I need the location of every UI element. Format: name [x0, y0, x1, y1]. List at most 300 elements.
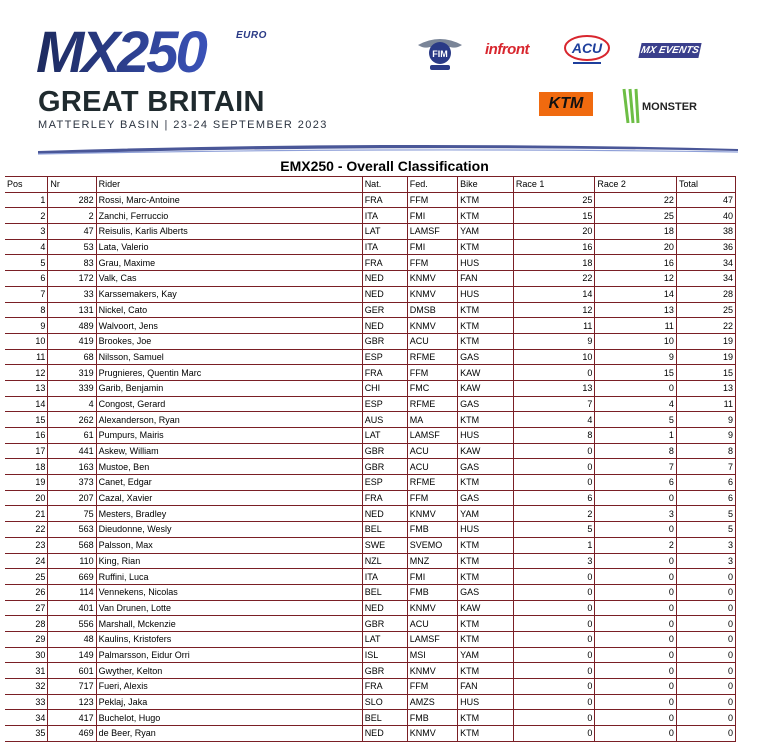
cell-race2: 0	[595, 490, 677, 506]
cell-bike: KTM	[458, 302, 514, 318]
acu-logo-text: ACU	[571, 40, 603, 56]
table-row	[5, 600, 736, 616]
table-row	[5, 302, 736, 318]
cell-total: 0	[676, 600, 735, 616]
cell-race2: 0	[595, 616, 677, 632]
cell-race2: 10	[595, 333, 677, 349]
cell-fed: KNMV	[407, 318, 457, 334]
cell-race1: 0	[513, 726, 595, 742]
cell-nat: NED	[362, 318, 407, 334]
cell-nr: 441	[48, 443, 96, 459]
table-row	[5, 490, 736, 506]
cell-nat: NED	[362, 506, 407, 522]
cell-race1: 0	[513, 616, 595, 632]
cell-bike: KTM	[458, 537, 514, 553]
cell-rider: Prugnieres, Quentin Marc	[96, 365, 362, 381]
cell-total: 0	[676, 679, 735, 695]
cell-total: 25	[676, 302, 735, 318]
cell-bike: KTM	[458, 631, 514, 647]
header-swoosh	[38, 142, 738, 156]
cell-race2: 0	[595, 380, 677, 396]
cell-rider: Rossi, Marc-Antoine	[96, 192, 362, 208]
table-row	[5, 584, 736, 600]
cell-pos: 1	[5, 192, 48, 208]
cell-fed: FMB	[407, 522, 457, 538]
cell-nr: 53	[48, 239, 96, 255]
table-row	[5, 443, 736, 459]
table-row	[5, 663, 736, 679]
cell-nr: 83	[48, 255, 96, 271]
cell-race2: 20	[595, 239, 677, 255]
cell-pos: 15	[5, 412, 48, 428]
cell-bike: YAM	[458, 647, 514, 663]
table-row	[5, 475, 736, 491]
cell-nr: 163	[48, 459, 96, 475]
mx250-logo-text: MX250	[36, 26, 205, 78]
col-header-nr: Nr	[48, 177, 96, 193]
cell-race2: 6	[595, 475, 677, 491]
cell-pos: 30	[5, 647, 48, 663]
cell-fed: RFME	[407, 349, 457, 365]
cell-fed: LAMSF	[407, 631, 457, 647]
cell-race1: 0	[513, 443, 595, 459]
cell-fed: FMC	[407, 380, 457, 396]
cell-bike: GAS	[458, 349, 514, 365]
cell-race1: 0	[513, 663, 595, 679]
table-row	[5, 412, 736, 428]
cell-total: 9	[676, 428, 735, 444]
cell-pos: 2	[5, 208, 48, 224]
table-row	[5, 208, 736, 224]
cell-pos: 26	[5, 584, 48, 600]
table-row	[5, 616, 736, 632]
cell-race1: 8	[513, 428, 595, 444]
cell-race1: 0	[513, 475, 595, 491]
cell-bike: FAN	[458, 271, 514, 287]
cell-rider: de Beer, Ryan	[96, 726, 362, 742]
table-row	[5, 333, 736, 349]
cell-rider: Pumpurs, Mairis	[96, 428, 362, 444]
event-subtitle: MATTERLEY BASIN | 23-24 SEPTEMBER 2023	[38, 119, 328, 131]
table-row	[5, 459, 736, 475]
cell-nr: 401	[48, 600, 96, 616]
monster-energy-logo	[620, 85, 704, 127]
cell-rider: Valk, Cas	[96, 271, 362, 287]
cell-nr: 282	[48, 192, 96, 208]
cell-race1: 25	[513, 192, 595, 208]
cell-fed: FFM	[407, 192, 457, 208]
cell-total: 22	[676, 318, 735, 334]
event-title: GREAT BRITAIN	[38, 86, 265, 118]
cell-nr: 262	[48, 412, 96, 428]
cell-total: 0	[676, 663, 735, 679]
cell-race2: 7	[595, 459, 677, 475]
cell-total: 40	[676, 208, 735, 224]
fim-logo	[416, 37, 464, 73]
cell-bike: HUS	[458, 522, 514, 538]
cell-rider: Kaulins, Kristofers	[96, 631, 362, 647]
cell-bike: GAS	[458, 584, 514, 600]
cell-rider: Askew, William	[96, 443, 362, 459]
cell-pos: 18	[5, 459, 48, 475]
cell-rider: Van Drunen, Lotte	[96, 600, 362, 616]
cell-race2: 22	[595, 192, 677, 208]
cell-fed: MNZ	[407, 553, 457, 569]
cell-fed: LAMSF	[407, 428, 457, 444]
cell-rider: Reisulis, Karlis Alberts	[96, 224, 362, 240]
cell-rider: Peklaj, Jaka	[96, 694, 362, 710]
cell-rider: Palmarsson, Eidur Orri	[96, 647, 362, 663]
cell-bike: KTM	[458, 318, 514, 334]
cell-fed: LAMSF	[407, 224, 457, 240]
cell-rider: Alexanderson, Ryan	[96, 412, 362, 428]
cell-rider: Garib, Benjamin	[96, 380, 362, 396]
cell-nr: 669	[48, 569, 96, 585]
cell-pos: 9	[5, 318, 48, 334]
cell-rider: Nilsson, Samuel	[96, 349, 362, 365]
cell-total: 0	[676, 569, 735, 585]
cell-nat: LAT	[362, 224, 407, 240]
cell-race1: 22	[513, 271, 595, 287]
cell-nr: 2	[48, 208, 96, 224]
cell-bike: KAW	[458, 600, 514, 616]
cell-fed: FMB	[407, 584, 457, 600]
cell-rider: Walvoort, Jens	[96, 318, 362, 334]
cell-race1: 11	[513, 318, 595, 334]
cell-total: 34	[676, 271, 735, 287]
table-row	[5, 726, 736, 742]
cell-rider: Lata, Valerio	[96, 239, 362, 255]
cell-race1: 18	[513, 255, 595, 271]
cell-race1: 2	[513, 506, 595, 522]
cell-rider: Canet, Edgar	[96, 475, 362, 491]
cell-race1: 14	[513, 286, 595, 302]
cell-rider: King, Rian	[96, 553, 362, 569]
logo-euro-tag: EURO	[236, 30, 267, 41]
cell-pos: 17	[5, 443, 48, 459]
cell-fed: MA	[407, 412, 457, 428]
cell-pos: 32	[5, 679, 48, 695]
cell-nr: 4	[48, 396, 96, 412]
cell-race2: 5	[595, 412, 677, 428]
cell-race2: 2	[595, 537, 677, 553]
table-row	[5, 506, 736, 522]
cell-race1: 15	[513, 208, 595, 224]
cell-race2: 0	[595, 663, 677, 679]
cell-bike: HUS	[458, 286, 514, 302]
cell-pos: 23	[5, 537, 48, 553]
cell-total: 6	[676, 490, 735, 506]
cell-pos: 12	[5, 365, 48, 381]
cell-race2: 0	[595, 600, 677, 616]
cell-pos: 10	[5, 333, 48, 349]
cell-pos: 19	[5, 475, 48, 491]
cell-bike: KTM	[458, 208, 514, 224]
cell-total: 7	[676, 459, 735, 475]
cell-nr: 114	[48, 584, 96, 600]
cell-total: 28	[676, 286, 735, 302]
cell-fed: FMI	[407, 239, 457, 255]
cell-rider: Vennekens, Nicolas	[96, 584, 362, 600]
cell-rider: Brookes, Joe	[96, 333, 362, 349]
classification-table	[5, 176, 736, 742]
cell-fed: FFM	[407, 679, 457, 695]
cell-nr: 319	[48, 365, 96, 381]
cell-nr: 601	[48, 663, 96, 679]
table-row	[5, 396, 736, 412]
cell-race2: 0	[595, 710, 677, 726]
cell-bike: KTM	[458, 475, 514, 491]
cell-bike: KAW	[458, 380, 514, 396]
cell-bike: FAN	[458, 679, 514, 695]
cell-nat: AUS	[362, 412, 407, 428]
cell-race2: 1	[595, 428, 677, 444]
infront-logo: infront	[485, 41, 529, 58]
cell-race2: 9	[595, 349, 677, 365]
cell-fed: ACU	[407, 459, 457, 475]
cell-nat: GBR	[362, 333, 407, 349]
cell-fed: AMZS	[407, 694, 457, 710]
col-header-bike: Bike	[458, 177, 514, 193]
cell-pos: 13	[5, 380, 48, 396]
table-row	[5, 286, 736, 302]
cell-total: 5	[676, 506, 735, 522]
cell-nat: ITA	[362, 208, 407, 224]
cell-nr: 417	[48, 710, 96, 726]
cell-fed: MSI	[407, 647, 457, 663]
cell-fed: SVEMO	[407, 537, 457, 553]
col-header-race1: Race 1	[513, 177, 595, 193]
table-row	[5, 271, 736, 287]
cell-bike: KTM	[458, 412, 514, 428]
cell-rider: Dieudonne, Wesly	[96, 522, 362, 538]
cell-fed: KNMV	[407, 286, 457, 302]
cell-pos: 24	[5, 553, 48, 569]
cell-total: 34	[676, 255, 735, 271]
cell-pos: 7	[5, 286, 48, 302]
cell-fed: ACU	[407, 333, 457, 349]
table-row	[5, 239, 736, 255]
cell-pos: 28	[5, 616, 48, 632]
cell-total: 0	[676, 631, 735, 647]
cell-total: 38	[676, 224, 735, 240]
cell-race1: 0	[513, 631, 595, 647]
fim-logo-text: FIM	[432, 49, 448, 59]
cell-fed: DMSB	[407, 302, 457, 318]
table-row	[5, 255, 736, 271]
cell-pos: 21	[5, 506, 48, 522]
cell-fed: FMI	[407, 569, 457, 585]
cell-nat: NED	[362, 286, 407, 302]
cell-nat: ESP	[362, 349, 407, 365]
cell-nr: 556	[48, 616, 96, 632]
cell-bike: KTM	[458, 569, 514, 585]
cell-race1: 0	[513, 647, 595, 663]
cell-race2: 12	[595, 271, 677, 287]
col-header-fed: Fed.	[407, 177, 457, 193]
cell-rider: Ruffini, Luca	[96, 569, 362, 585]
cell-bike: KTM	[458, 663, 514, 679]
cell-fed: FFM	[407, 490, 457, 506]
table-row	[5, 631, 736, 647]
cell-race1: 0	[513, 569, 595, 585]
cell-nat: LAT	[362, 631, 407, 647]
cell-nat: SLO	[362, 694, 407, 710]
cell-total: 8	[676, 443, 735, 459]
cell-pos: 8	[5, 302, 48, 318]
cell-race2: 0	[595, 726, 677, 742]
cell-fed: KNMV	[407, 726, 457, 742]
cell-total: 15	[676, 365, 735, 381]
cell-rider: Congost, Gerard	[96, 396, 362, 412]
cell-bike: KTM	[458, 333, 514, 349]
cell-rider: Zanchi, Ferruccio	[96, 208, 362, 224]
cell-nat: ITA	[362, 569, 407, 585]
cell-fed: FMI	[407, 208, 457, 224]
classification-rows	[5, 192, 736, 741]
cell-total: 0	[676, 584, 735, 600]
cell-bike: KAW	[458, 443, 514, 459]
cell-race1: 0	[513, 365, 595, 381]
cell-total: 47	[676, 192, 735, 208]
cell-race2: 0	[595, 569, 677, 585]
table-row	[5, 318, 736, 334]
cell-pos: 6	[5, 271, 48, 287]
acu-logo	[563, 34, 611, 68]
cell-race2: 0	[595, 694, 677, 710]
cell-pos: 33	[5, 694, 48, 710]
table-row	[5, 365, 736, 381]
cell-nr: 339	[48, 380, 96, 396]
cell-bike: HUS	[458, 694, 514, 710]
cell-race1: 0	[513, 584, 595, 600]
cell-total: 0	[676, 647, 735, 663]
cell-fed: FMB	[407, 710, 457, 726]
cell-nr: 33	[48, 286, 96, 302]
cell-race1: 0	[513, 694, 595, 710]
cell-race2: 0	[595, 647, 677, 663]
cell-nat: FRA	[362, 192, 407, 208]
table-row	[5, 522, 736, 538]
cell-bike: KAW	[458, 365, 514, 381]
cell-race2: 16	[595, 255, 677, 271]
cell-pos: 29	[5, 631, 48, 647]
table-row	[5, 192, 736, 208]
cell-nat: NED	[362, 726, 407, 742]
cell-race2: 18	[595, 224, 677, 240]
cell-nr: 489	[48, 318, 96, 334]
cell-rider: Gwyther, Kelton	[96, 663, 362, 679]
cell-fed: FFM	[407, 255, 457, 271]
cell-bike: HUS	[458, 255, 514, 271]
cell-fed: FFM	[407, 365, 457, 381]
cell-nr: 419	[48, 333, 96, 349]
cell-nr: 131	[48, 302, 96, 318]
cell-nat: FRA	[362, 679, 407, 695]
cell-nr: 110	[48, 553, 96, 569]
cell-bike: KTM	[458, 192, 514, 208]
monster-logo-text: MONSTER	[642, 101, 697, 113]
cell-pos: 11	[5, 349, 48, 365]
cell-race1: 6	[513, 490, 595, 506]
table-row	[5, 679, 736, 695]
event-header	[0, 0, 769, 158]
cell-nat: BEL	[362, 584, 407, 600]
cell-nat: BEL	[362, 710, 407, 726]
cell-nr: 563	[48, 522, 96, 538]
cell-race1: 4	[513, 412, 595, 428]
cell-rider: Buchelot, Hugo	[96, 710, 362, 726]
table-row	[5, 349, 736, 365]
cell-race2: 25	[595, 208, 677, 224]
table-row	[5, 710, 736, 726]
cell-rider: Marshall, Mckenzie	[96, 616, 362, 632]
cell-fed: KNMV	[407, 271, 457, 287]
cell-nat: SWE	[362, 537, 407, 553]
cell-nat: FRA	[362, 255, 407, 271]
cell-total: 9	[676, 412, 735, 428]
cell-total: 13	[676, 380, 735, 396]
cell-bike: KTM	[458, 726, 514, 742]
cell-bike: HUS	[458, 428, 514, 444]
cell-nat: GBR	[362, 616, 407, 632]
cell-race2: 15	[595, 365, 677, 381]
cell-total: 3	[676, 553, 735, 569]
cell-fed: RFME	[407, 396, 457, 412]
cell-bike: GAS	[458, 396, 514, 412]
cell-race1: 12	[513, 302, 595, 318]
cell-total: 3	[676, 537, 735, 553]
cell-nat: GBR	[362, 459, 407, 475]
cell-rider: Mesters, Bradley	[96, 506, 362, 522]
cell-nr: 68	[48, 349, 96, 365]
cell-nat: GER	[362, 302, 407, 318]
cell-bike: KTM	[458, 239, 514, 255]
col-header-rider: Rider	[96, 177, 362, 193]
table-row	[5, 428, 736, 444]
cell-race1: 16	[513, 239, 595, 255]
cell-pos: 35	[5, 726, 48, 742]
cell-total: 0	[676, 616, 735, 632]
cell-nat: ESP	[362, 396, 407, 412]
cell-total: 0	[676, 726, 735, 742]
cell-nat: LAT	[362, 428, 407, 444]
cell-rider: Fueri, Alexis	[96, 679, 362, 695]
cell-bike: KTM	[458, 553, 514, 569]
table-row	[5, 380, 736, 396]
cell-nat: FRA	[362, 490, 407, 506]
cell-pos: 16	[5, 428, 48, 444]
cell-race2: 0	[595, 631, 677, 647]
cell-race2: 0	[595, 553, 677, 569]
cell-nr: 48	[48, 631, 96, 647]
table-header-row	[5, 177, 736, 193]
cell-race1: 5	[513, 522, 595, 538]
cell-bike: KTM	[458, 710, 514, 726]
cell-nat: ITA	[362, 239, 407, 255]
cell-nr: 47	[48, 224, 96, 240]
cell-bike: YAM	[458, 224, 514, 240]
cell-nat: GBR	[362, 663, 407, 679]
col-header-total: Total	[676, 177, 735, 193]
cell-bike: GAS	[458, 490, 514, 506]
cell-nat: BEL	[362, 522, 407, 538]
cell-nat: CHI	[362, 380, 407, 396]
cell-total: 5	[676, 522, 735, 538]
cell-pos: 34	[5, 710, 48, 726]
cell-pos: 20	[5, 490, 48, 506]
cell-total: 11	[676, 396, 735, 412]
